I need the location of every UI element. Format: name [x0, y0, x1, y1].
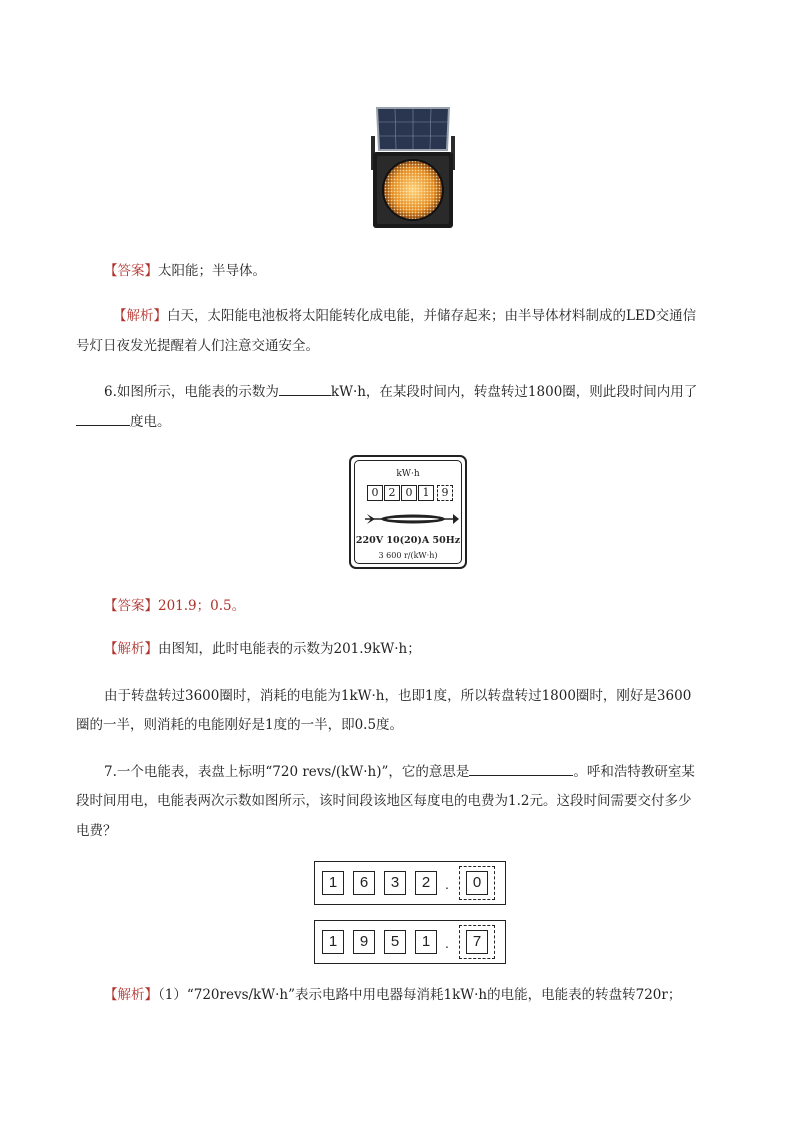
meter-digit: 0 — [401, 485, 417, 501]
reading-decimal-digit: 7 — [466, 930, 488, 954]
meter-digit: 0 — [367, 485, 383, 501]
reading-digit: 2 — [415, 871, 437, 895]
meter-digit: 2 — [384, 485, 400, 501]
meter-digits — [367, 485, 454, 501]
meter-rating: 220V 10(20)A 50Hz — [355, 535, 461, 546]
q6-text-c: 度电。 — [130, 414, 171, 430]
decimal-point: . — [445, 935, 449, 951]
q7-text-a: 7.一个电能表，表盘上标明“720 revs/(kW·h)”，它的意思是 — [104, 764, 470, 780]
answer-label: 【答案】 — [104, 263, 158, 279]
reading-digit: 1 — [322, 871, 344, 895]
question-7-line-3: 电费？ — [76, 823, 117, 839]
q7-text-b: 。呼和浩特教研室某 — [573, 764, 695, 780]
meter-constant: 3 600 r/(kW·h) — [378, 551, 438, 560]
question-6-line-2 — [76, 411, 171, 432]
q6-blank-1 — [279, 381, 331, 396]
q6-analysis — [104, 639, 421, 659]
meter-reading-1 — [314, 861, 506, 905]
solar-traffic-light-image — [369, 106, 457, 230]
meter-unit: kW·h — [396, 469, 420, 479]
reading-digit: 6 — [353, 871, 375, 895]
q7-blank — [469, 761, 573, 776]
analysis-label: 【解析】 — [104, 641, 158, 657]
q6-blank-2 — [76, 411, 130, 426]
meter-decimal-digit: 9 — [437, 485, 453, 501]
answer-text: 201.9；0.5。 — [158, 598, 246, 614]
solar-answer — [104, 261, 266, 281]
solar-analysis-line-1 — [113, 306, 696, 326]
q7-analysis — [104, 985, 681, 1005]
answer-text: 太阳能；半导体。 — [158, 263, 266, 279]
q6-text-b: kW·h，在某段时间内，转盘转过1800圈，则此段时间内用了 — [330, 384, 698, 400]
reading-digit: 1 — [322, 930, 344, 954]
q6-explanation-line-2: 圈的一半，则消耗的电能刚好是1度的一半，即0.5度。 — [76, 717, 404, 733]
question-7-line-2: 段时间用电，电能表两次示数如图所示，该时间段该地区每度电的电费为1.2元。这段时间需要交付多少 — [76, 793, 692, 809]
answer-label: 【答案】 — [104, 598, 158, 614]
q6-answer — [104, 596, 245, 616]
reading-decimal-digit: 0 — [466, 871, 488, 895]
analysis-text: （1）“720revs/kW·h”表示电路中用电器每消耗1kW·h的电能，电能表的转盘转720r； — [158, 987, 682, 1003]
question-6-line-1 — [104, 381, 697, 402]
meter-inner-frame — [354, 460, 462, 564]
q6-explanation-line-1: 由于转盘转过3600圈时，消耗的电能为1kW·h，也即1度，所以转盘转过1800圈时，刚好是3600 — [104, 688, 692, 704]
meter-disc-arrow-icon — [363, 511, 459, 527]
solar-analysis-line-2: 号灯日夜发光提醒着人们注意交通安全。 — [76, 338, 319, 354]
meter-digit: 1 — [418, 485, 434, 501]
reading-digit: 9 — [353, 930, 375, 954]
analysis-text: 由图知，此时电能表的示数为201.9kW·h； — [158, 641, 421, 657]
reading-digit: 3 — [384, 871, 406, 895]
q6-text-a: 6.如图所示，电能表的示数为 — [104, 384, 279, 400]
question-7-line-1 — [104, 761, 695, 782]
electric-meter-figure — [349, 455, 467, 569]
analysis-text: 白天，太阳能电池板将太阳能转化成电能，并储存起来；由半导体材料制成的LED交通信 — [167, 308, 697, 324]
meter-reading-2 — [314, 920, 506, 964]
analysis-label: 【解析】 — [113, 308, 167, 324]
analysis-label: 【解析】 — [104, 987, 158, 1003]
decimal-point: . — [445, 876, 449, 892]
reading-digit: 1 — [415, 930, 437, 954]
reading-digit: 5 — [384, 930, 406, 954]
